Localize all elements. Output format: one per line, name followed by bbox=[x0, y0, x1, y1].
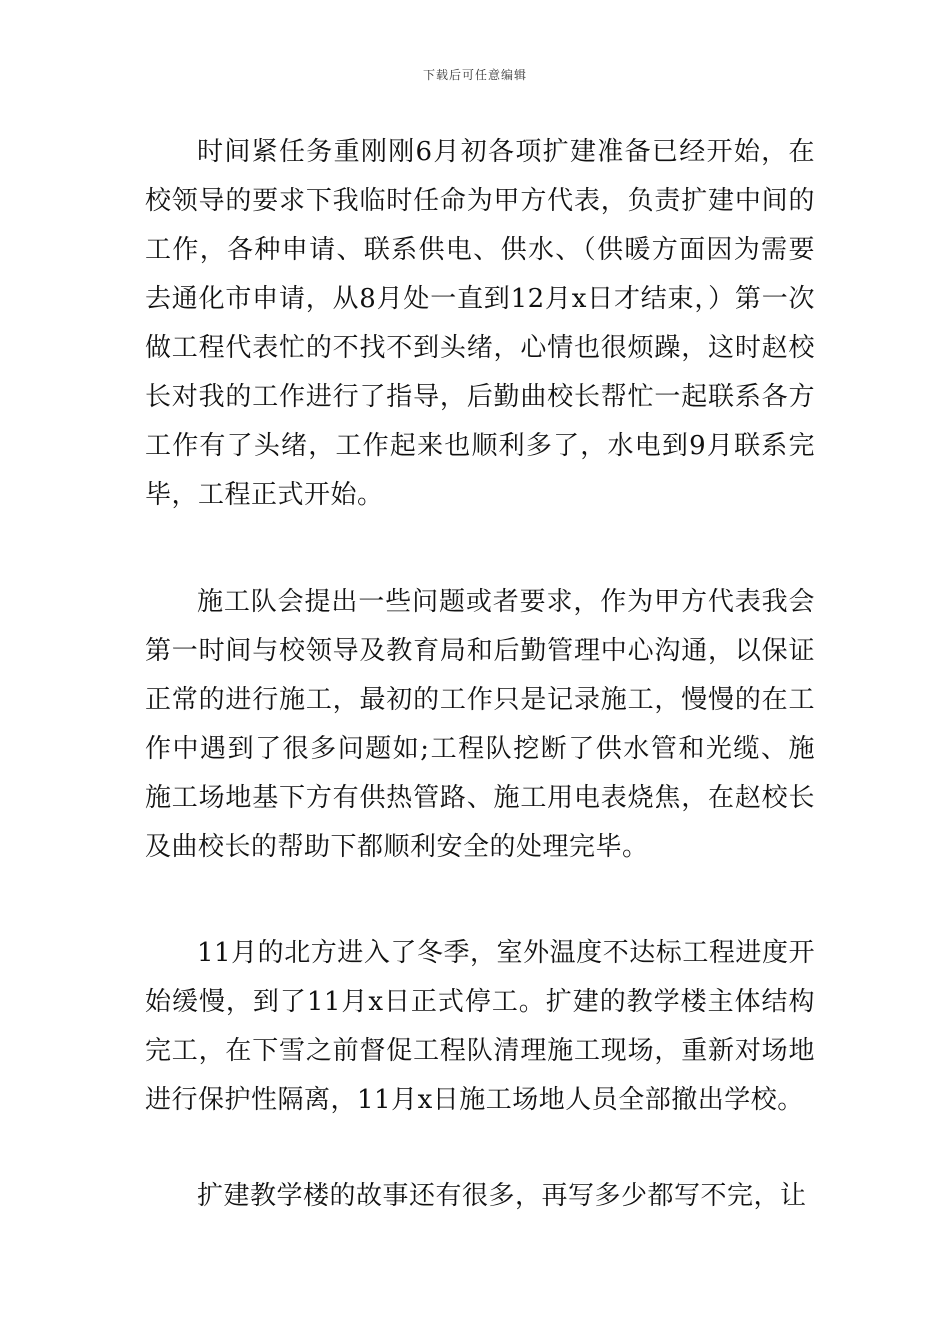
paragraph-1: 时间紧任务重刚刚6月初各项扩建准备已经开始，在校领导的要求下我临时任命为甲方代表，负责扩建中间的工作，各种申请、联系供电、供水、（供暖方面因为需要去通化市申请，从8月处一直到12月x日才结束，）第一次做工程代表忙的不找不到头绪，心情也很烦躁，这时赵校长对我的工作进行了指导，后勤曲校长帮忙一起联系各方工作有了头绪，工作起来也顺利多了，水电到9月联系完毕，工程正式开始。 bbox=[145, 137, 815, 510]
header-note: 下载后可任意编辑 bbox=[422, 68, 527, 82]
paragraph-4: 扩建教学楼的故事还有很多，再写多少都写不完，让 bbox=[197, 1181, 807, 1211]
paragraph-2: 施工队会提出一些问题或者要求，作为甲方代表我会第一时间与校领导及教育局和后勤管理中心沟通，以保证正常的进行施工，最初的工作只是记录施工，慢慢的在工作中遇到了很多问题如;工程队挖断了供水管和光缆、施施工场地基下方有供热管路、施工用电表烧焦，在赵校长及曲校长的帮助下都顺利安全的处理完毕。 bbox=[145, 587, 815, 862]
paragraph-3: 11月的北方进入了冬季，室外温度不达标工程进度开始缓慢，到了11月x日正式停工。扩建的教学楼主体结构完工，在下雪之前督促工程队清理施工现场，重新对场地进行保护性隔离，11月x日施工场地人员全部撤出学校。 bbox=[145, 938, 815, 1115]
